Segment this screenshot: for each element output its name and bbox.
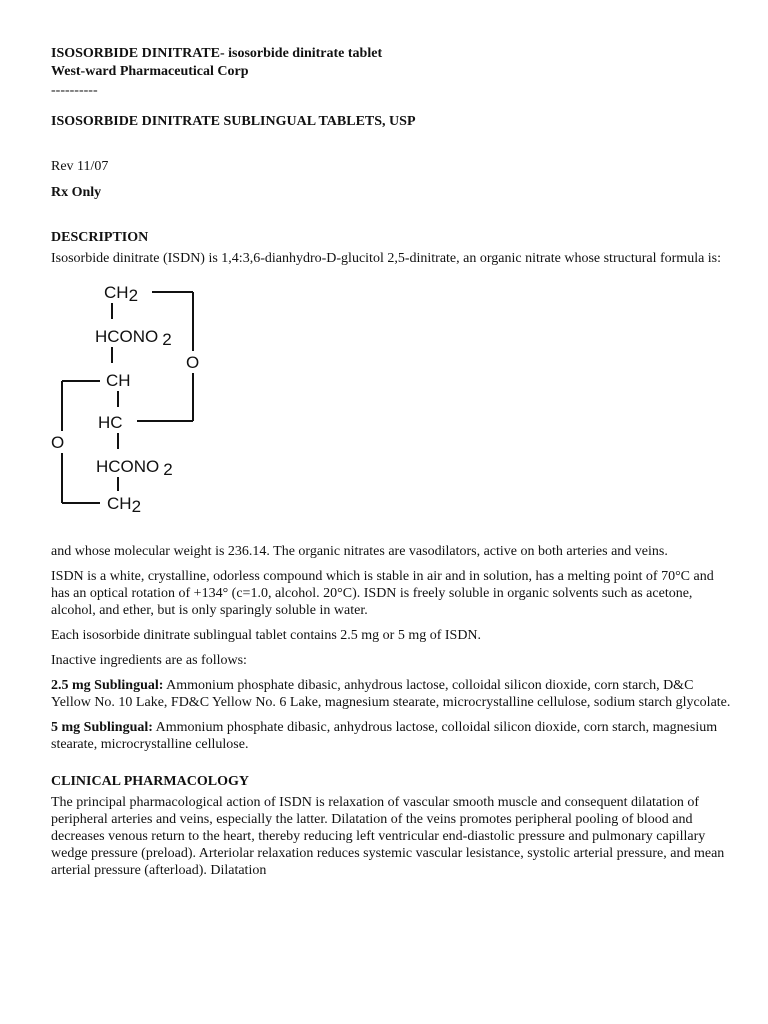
atom-ch2-top: CH2: [104, 283, 139, 305]
inactive-5mg-paragraph: [51, 719, 731, 753]
atom-hc: HC: [98, 413, 123, 432]
inactive-5mg-text: Ammonium phosphate dibasic, anhydrous lactose, colloidal silicon dioxide, corn starch, magnesium stearate, microcrystalline cellulose.: [51, 720, 718, 752]
product-title: ISOSORBIDE DINITRATE SUBLINGUAL TABLETS, USP: [51, 114, 416, 129]
inactive-5mg-label: 5 mg Sublingual:: [51, 720, 153, 735]
document-page: [51, 45, 731, 887]
revision-label: Rev 11/07: [51, 159, 109, 174]
rx-only-label: Rx Only: [51, 185, 102, 200]
atom-hcono2-top: HCONO 2: [95, 327, 172, 349]
structural-formula-drawing: [0, 281, 260, 533]
description-intro: Isosorbide dinitrate (ISDN) is 1,4:3,6-dianhydro-D-glucitol 2,5-dinitrate, an organic nitrate whose structural formula is:: [51, 251, 722, 266]
atom-ch2-bottom: CH2: [107, 494, 142, 516]
atom-ring-o-right: O: [186, 353, 200, 372]
clinical-pharmacology-heading: CLINICAL PHARMACOLOGY: [51, 774, 249, 789]
atom-ch: CH: [106, 371, 131, 390]
atom-hcono2-bottom: HCONO 2: [96, 457, 173, 479]
inactive-2-5mg-text: Ammonium phosphate dibasic, anhydrous lactose, colloidal silicon dioxide, corn starch, D&C Yellow No. 10 Lake, FD&C Yellow No. 6 Lake, magnesium stearate, microcrystalline cellulose, sodium starch glycolate.: [51, 678, 731, 710]
properties-paragraph: ISDN is a white, crystalline, odorless compound which is stable in air and in solution, has a melting point of 70°C and has an optical rotation of +134° (c=1.0, alcohol. 20°C). ISDN is freely soluble in organic solvents such as acetone, alcohol, and ether, but is only sparingly soluble in water.: [51, 569, 714, 618]
structural-formula: [0, 281, 260, 533]
dosage-paragraph: Each isosorbide dinitrate sublingual tablet contains 2.5 mg or 5 mg of ISDN.: [51, 628, 482, 643]
atom-ring-o-left: O: [51, 433, 65, 452]
inactive-2-5mg-label: 2.5 mg Sublingual:: [51, 678, 164, 693]
document-title: ISOSORBIDE DINITRATE- isosorbide dinitrate tablet: [51, 46, 383, 61]
separator-line: ----------: [51, 83, 98, 98]
company-name: West-ward Pharmaceutical Corp: [51, 64, 249, 79]
inactive-intro-paragraph: Inactive ingredients are as follows:: [51, 653, 247, 668]
clinical-pharmacology-paragraph: The principal pharmacological action of ISDN is relaxation of vascular smooth muscle and consequent dilatation of peripheral arteries and veins, especially the latter. Dilatation of the veins promotes peripheral pooling of blood and decreases venous return to the heart, thereby reducing left ventricular end-diastolic pressure and pulmonary capillary wedge pressure (preload). Arteriolar relaxation reduces systemic vascular lesistance, systolic arterial pressure, and mean arterial pressure (afterload). Dilatation: [51, 795, 725, 878]
inactive-2-5mg-paragraph: [51, 677, 731, 711]
molecular-weight-paragraph: and whose molecular weight is 236.14. The organic nitrates are vasodilators, active on both arteries and veins.: [51, 544, 668, 559]
description-heading: DESCRIPTION: [51, 230, 149, 245]
